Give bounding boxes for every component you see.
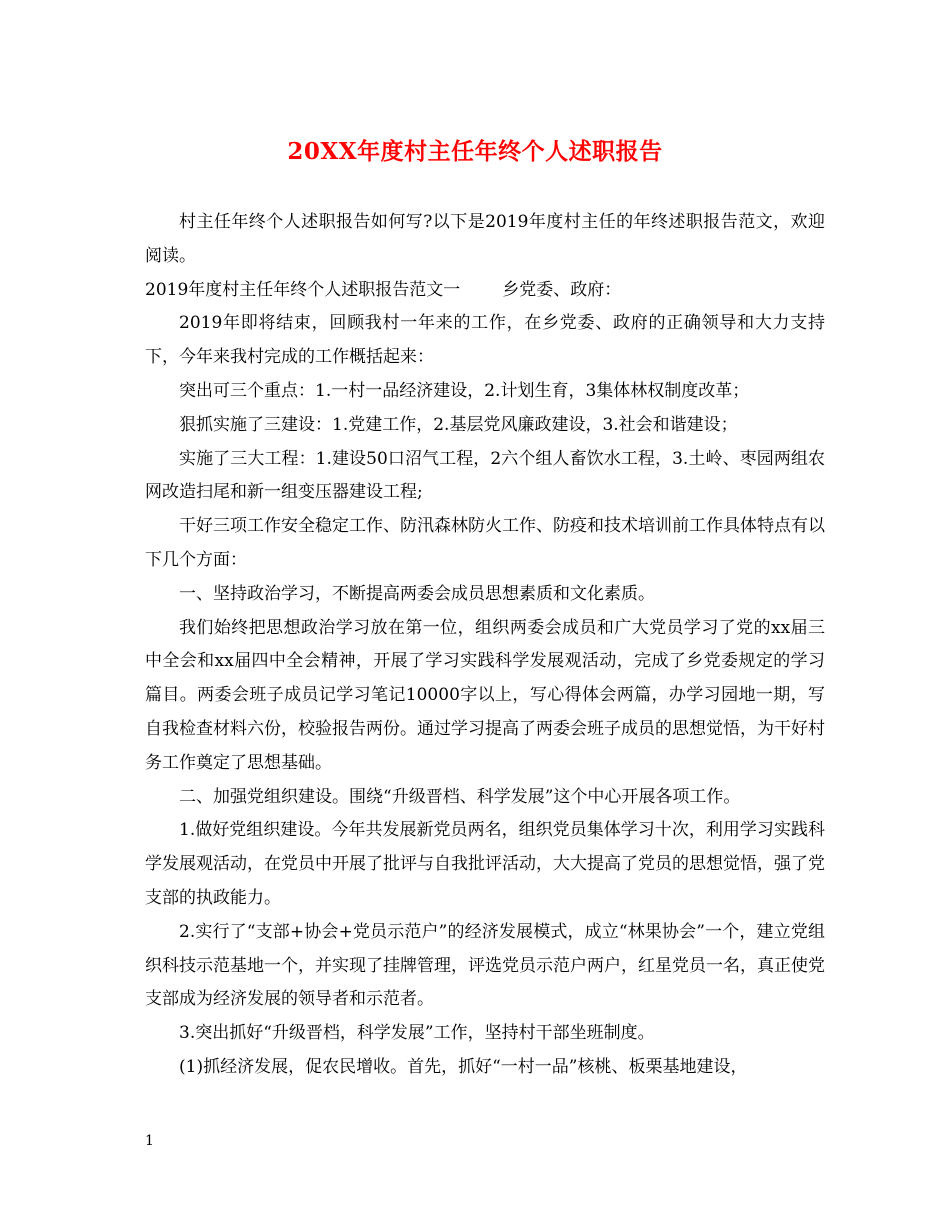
paragraph-three-constructions: 狠抓实施了三建设：1.党建工作，2.基层党风廉政建设，3.社会和谐建设； <box>179 414 738 435</box>
heading-line-title: 2019年度村主任年终个人述职报告范文一 <box>145 279 461 300</box>
section-heading-1: 一、坚持政治学习，不断提高两委会成员思想素质和文化素质。 <box>179 583 655 604</box>
paragraph-three-tasks: 干好三项工作安全稳定工作、防汛森林防火工作、防疫和技术培训前工作具体特点有以下几个方面： <box>145 516 825 570</box>
paragraph-political-study: 我们始终把思想政治学习放在第一位，组织两委会成员和广大党员学习了党的xx届三中全会和xx届四中全会精神，开展了学习实践科学发展观活动，完成了乡党委规定的学习篇目。两委会班子成员记学习笔记10000字以上，写心得体会两篇，办学习园地一期，写自我检查材料六份，校验报告两份。通过学习提高了两委会班子成员的思想觉悟，为干好村务工作奠定了思想基础。 <box>145 617 825 773</box>
paragraph-opening: 2019年即将结束，回顾我村一年来的工作，在乡党委、政府的正确领导和大力支持下，今年来我村完成的工作概括起来： <box>145 313 825 368</box>
document-title: 20XX年度村主任年终个人述职报告 <box>287 138 663 165</box>
document-body <box>145 206 825 1085</box>
heading-line-addressee: 乡党委、政府： <box>502 279 622 300</box>
paragraph-focus-points: 突出可三个重点：1.一村一品经济建设，2.计划生育，3集体林权制度改革； <box>179 380 750 401</box>
section-heading-2: 二、加强党组织建设。围绕“升级晋档、科学发展”这个中心开展各项工作。 <box>179 786 741 807</box>
heading-line <box>145 274 825 308</box>
paragraph-item-3-1: (1)抓经济发展，促农民增收。首先，抓好“一村一品”核桃、板栗基地建设， <box>179 1056 748 1077</box>
paragraph-intro: 村主任年终个人述职报告如何写?以下是2019年度村主任的年终述职报告范文，欢迎阅读。 <box>145 212 825 266</box>
paragraph-item-3: 3.突出抓好“升级晋档，科学发展”工作，坚持村干部坐班制度。 <box>179 1023 655 1044</box>
paragraph-item-2: 2.实行了“支部+协会+党员示范户”的经济发展模式，成立“林果协会”一个，建立党组织科技示范基地一个，并实现了挂牌管理，评选党员示范户两户，红星党员一名，真正使党支部成为经济发展的领导者和示范者。 <box>145 921 825 1010</box>
paragraph-three-projects: 实施了三大工程：1.建设50口沼气工程，2六个组人畜饮水工程，3.土岭、枣园两组农网改造扫尾和新一组变压器建设工程; <box>145 448 825 503</box>
paragraph-item-1: 1.做好党组织建设。今年共发展新党员两名，组织党员集体学习十次，利用学习实践科学发展观活动，在党员中开展了批评与自我批评活动，大大提高了党员的思想觉悟，强了党支部的执政能力。 <box>145 820 825 908</box>
page-number: 1 <box>145 1133 154 1149</box>
